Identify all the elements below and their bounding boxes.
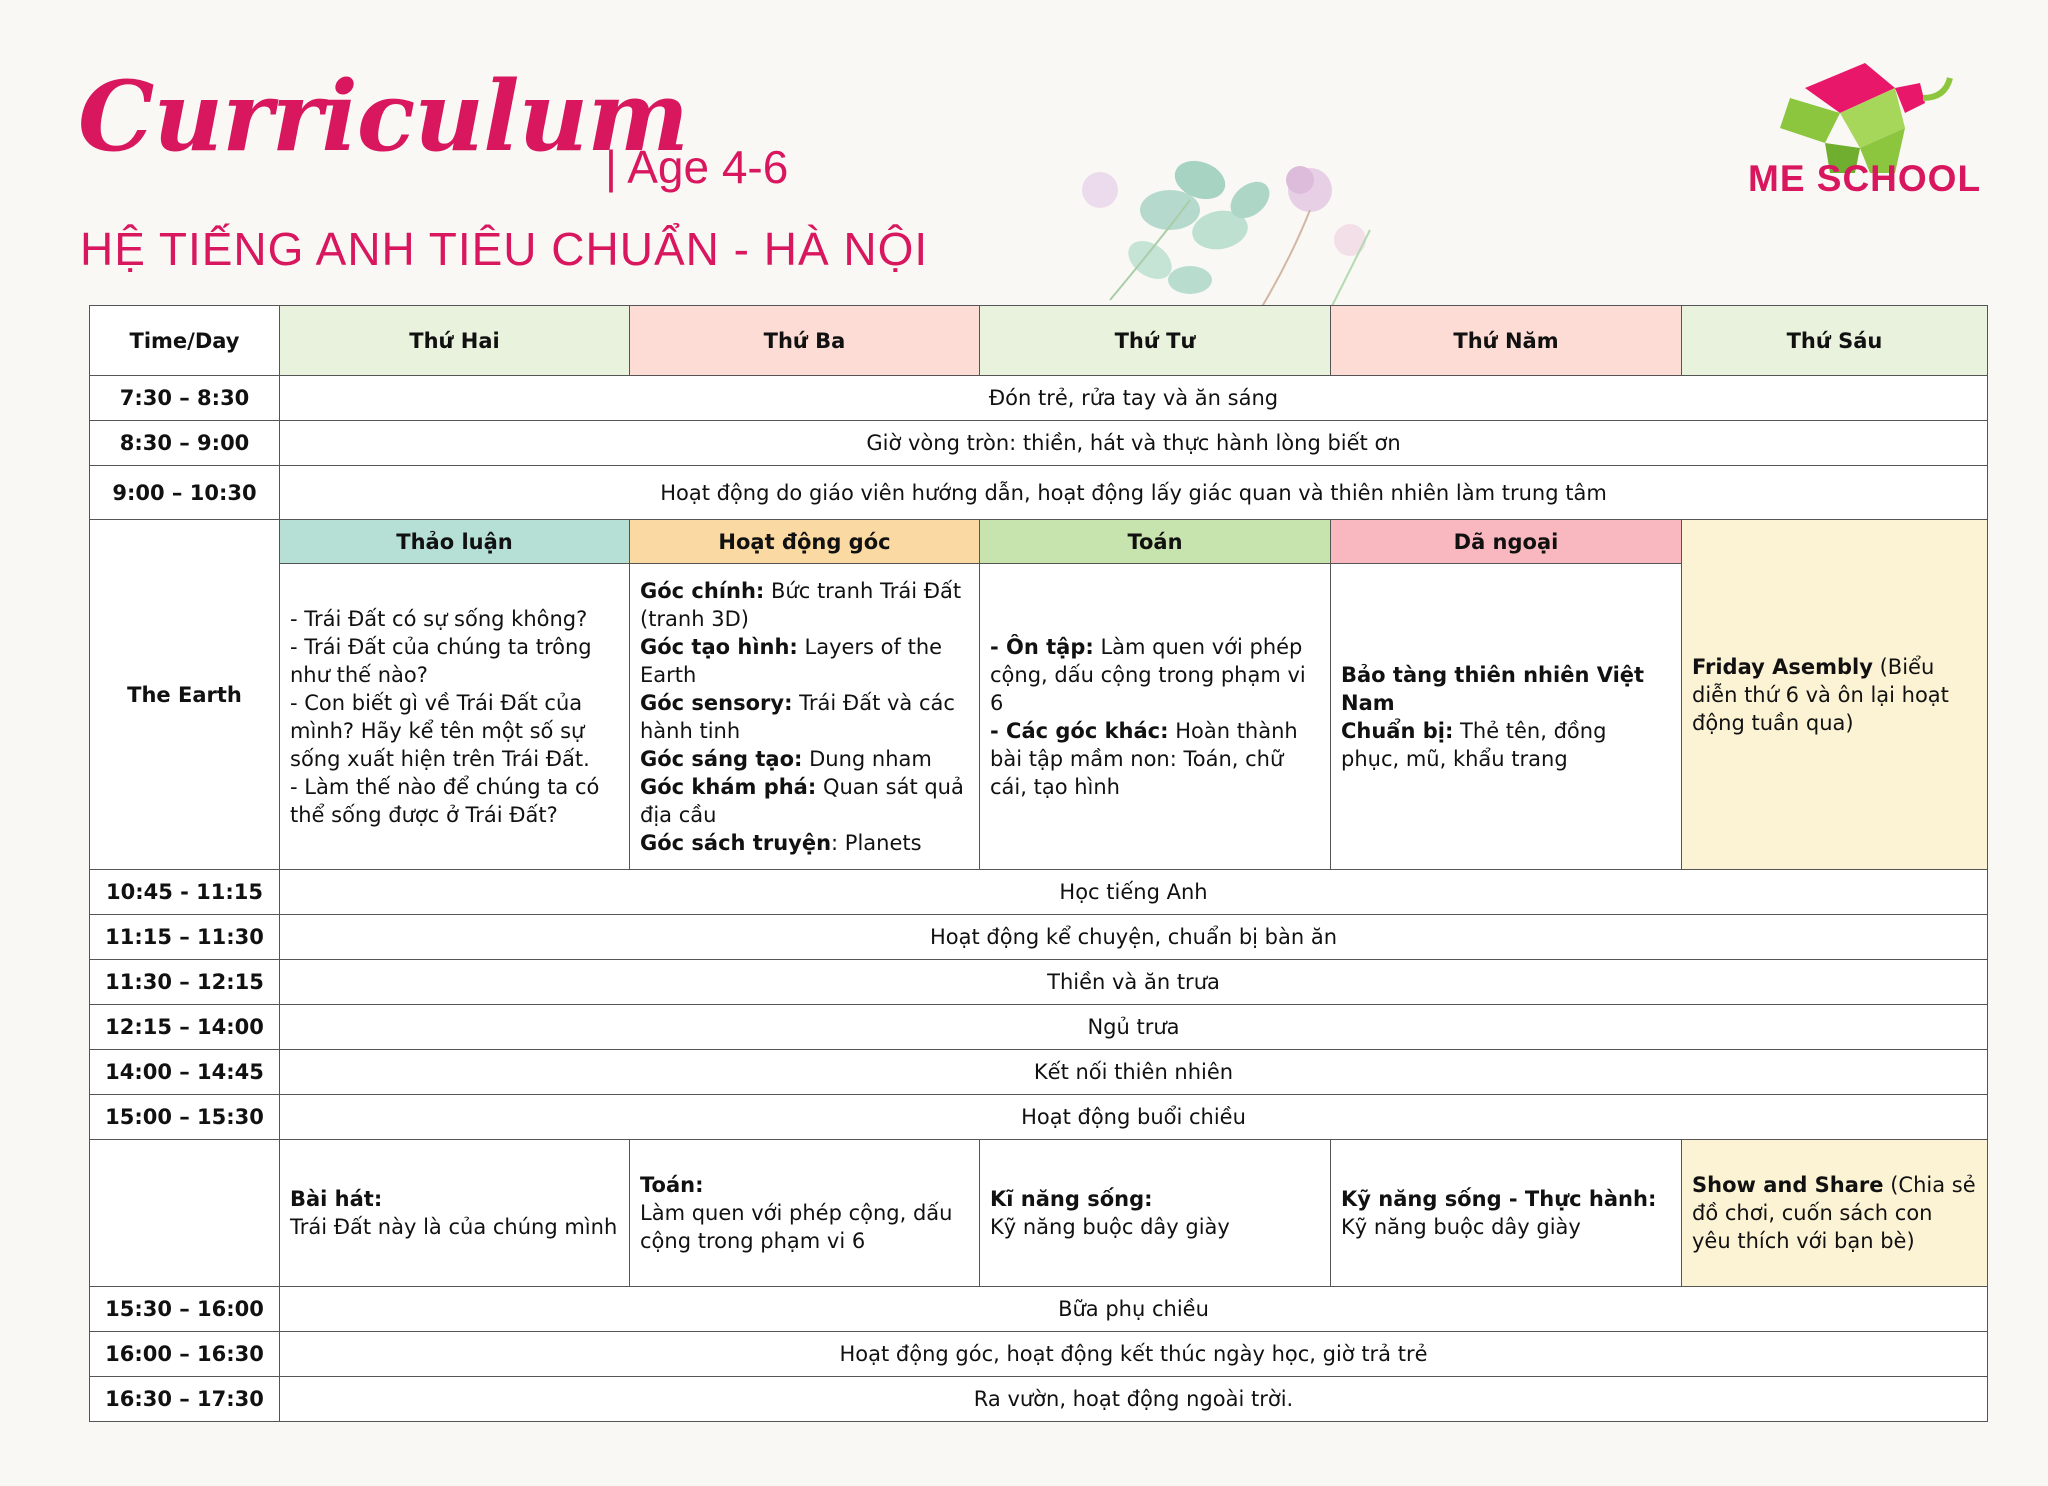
brand-name: ME SCHOOL	[1748, 158, 1982, 199]
subheader-corner-activity: Hoạt động góc	[630, 520, 980, 564]
time-cell: 16:30 – 17:30	[90, 1377, 280, 1422]
day-header-friday: Thứ Sáu	[1682, 306, 1988, 376]
friday-assembly-cell	[1682, 520, 1988, 870]
discussion-question: - Làm thế nào để chúng ta có thể sống được ở Trái Đất?	[290, 774, 600, 827]
discussion-question: - Trái Đất của chúng ta trông như thế nào?	[290, 634, 592, 687]
activity-cell: Hoạt động góc, hoạt động kết thúc ngày học, giờ trả trẻ	[280, 1332, 1988, 1377]
time-cell: 11:15 – 11:30	[90, 915, 280, 960]
schedule-table	[89, 305, 1988, 1422]
subheader-discussion: Thảo luận	[280, 520, 630, 564]
activity-cell: Ngủ trưa	[280, 1005, 1988, 1050]
tuesday-corners-cell	[630, 564, 980, 870]
theme-label: The Earth	[90, 520, 280, 870]
page-title: Curriculum	[78, 60, 688, 173]
activity-cell: Học tiếng Anh	[280, 870, 1988, 915]
table-row	[90, 960, 1988, 1005]
activity-cell: Thiền và ăn trưa	[280, 960, 1988, 1005]
wednesday-math-cell	[980, 564, 1331, 870]
fieldtrip-title: Bảo tàng thiên nhiên Việt Nam	[1341, 662, 1645, 715]
tuesday-afternoon-cell: Toán: Làm quen với phép cộng, dấu cộng trong phạm vi 6	[630, 1140, 980, 1287]
discussion-question: - Trái Đất có sự sống không?	[290, 606, 588, 631]
activity-cell: Kết nối thiên nhiên	[280, 1050, 1988, 1095]
thursday-afternoon-cell: Kỹ năng sống - Thực hành: Kỹ năng buộc dây giày	[1331, 1140, 1682, 1287]
friday-assembly-text: (Biểu diễn thứ 6 và ôn lại hoạt động tuần qua)	[1692, 654, 1949, 735]
corner-item: Góc sensory: Trái Đất và các hành tinh	[640, 690, 955, 743]
table-row	[90, 466, 1988, 520]
time-cell: 15:00 – 15:30	[90, 1095, 280, 1140]
math-item: - Ôn tập: Làm quen với phép cộng, dấu cộng trong phạm vi 6	[990, 634, 1306, 715]
floral-decoration	[1050, 120, 1420, 320]
monday-discussion-cell	[280, 564, 630, 870]
thursday-fieldtrip-cell	[1331, 564, 1682, 870]
table-row	[90, 1287, 1988, 1332]
header-row	[90, 306, 1988, 376]
day-header-thursday: Thứ Năm	[1331, 306, 1682, 376]
table-row	[90, 870, 1988, 915]
afternoon-activities-row	[90, 1140, 1988, 1287]
discussion-question: - Con biết gì về Trái Đất của mình? Hãy kể tên một số sự sống xuất hiện trên Trái Đất.	[290, 690, 590, 771]
time-cell: 11:30 – 12:15	[90, 960, 280, 1005]
corner-header: Time/Day	[90, 306, 280, 376]
table-row	[90, 1050, 1988, 1095]
subheader-math: Toán	[980, 520, 1331, 564]
time-cell: 8:30 – 9:00	[90, 421, 280, 466]
time-cell: 12:15 – 14:00	[90, 1005, 280, 1050]
age-label: | Age 4-6	[605, 141, 789, 193]
time-cell: 9:00 – 10:30	[90, 466, 280, 520]
day-header-monday: Thứ Hai	[280, 306, 630, 376]
corner-item: Góc sáng tạo: Dung nham	[640, 746, 932, 771]
time-cell: 16:00 – 16:30	[90, 1332, 280, 1377]
monday-afternoon-cell: Bài hát: Trái Đất này là của chúng mình	[280, 1140, 630, 1287]
corner-item: Góc tạo hình: Layers of the Earth	[640, 634, 943, 687]
table-row	[90, 1377, 1988, 1422]
friday-assembly-label: Friday Asembly	[1692, 654, 1873, 679]
table-row	[90, 376, 1988, 421]
wednesday-afternoon-cell: Kĩ năng sống: Kỹ năng buộc dây giày	[980, 1140, 1331, 1287]
activity-cell: Ra vườn, hoạt động ngoài trời.	[280, 1377, 1988, 1422]
corner-item: Góc sách truyện: Planets	[640, 830, 922, 855]
corner-item: Góc khám phá: Quan sát quả địa cầu	[640, 774, 964, 827]
math-item: - Các góc khác: Hoàn thành bài tập mầm non: Toán, chữ cái, tạo hình	[990, 718, 1298, 799]
activity-cell: Hoạt động do giáo viên hướng dẫn, hoạt động lấy giác quan và thiên nhiên làm trung tâm	[280, 466, 1988, 520]
table-row	[90, 1332, 1988, 1377]
day-header-wednesday: Thứ Tư	[980, 306, 1331, 376]
time-cell: 10:45 - 11:15	[90, 870, 280, 915]
activity-cell: Hoạt động buổi chiều	[280, 1095, 1988, 1140]
day-header-tuesday: Thứ Ba	[630, 306, 980, 376]
theme-subheader-row	[90, 520, 1988, 564]
activity-cell: Đón trẻ, rửa tay và ăn sáng	[280, 376, 1988, 421]
time-cell: 15:30 – 16:00	[90, 1287, 280, 1332]
time-cell: 7:30 – 8:30	[90, 376, 280, 421]
table-row	[90, 421, 1988, 466]
table-row	[90, 1095, 1988, 1140]
page-subtitle: HỆ TIẾNG ANH TIÊU CHUẨN - HÀ NỘI	[80, 223, 929, 275]
fieldtrip-prep-text: Thẻ tên, đồng phục, mũ, khẩu trang	[1341, 718, 1607, 771]
afternoon-time-cell-empty	[90, 1140, 280, 1287]
fieldtrip-prep-label: Chuẩn bị:	[1341, 718, 1454, 743]
subheader-field-trip: Dã ngoại	[1331, 520, 1682, 564]
friday-afternoon-cell: Show and Share (Chia sẻ đồ chơi, cuốn sách con yêu thích với bạn bè)	[1682, 1140, 1988, 1287]
table-row	[90, 1005, 1988, 1050]
table-row	[90, 915, 1988, 960]
corner-item: Góc chính: Bức tranh Trái Đất (tranh 3D)	[640, 578, 962, 631]
activity-cell: Hoạt động kể chuyện, chuẩn bị bàn ăn	[280, 915, 1988, 960]
activity-cell: Giờ vòng tròn: thiền, hát và thực hành lòng biết ơn	[280, 421, 1988, 466]
activity-cell: Bữa phụ chiều	[280, 1287, 1988, 1332]
time-cell: 14:00 – 14:45	[90, 1050, 280, 1095]
